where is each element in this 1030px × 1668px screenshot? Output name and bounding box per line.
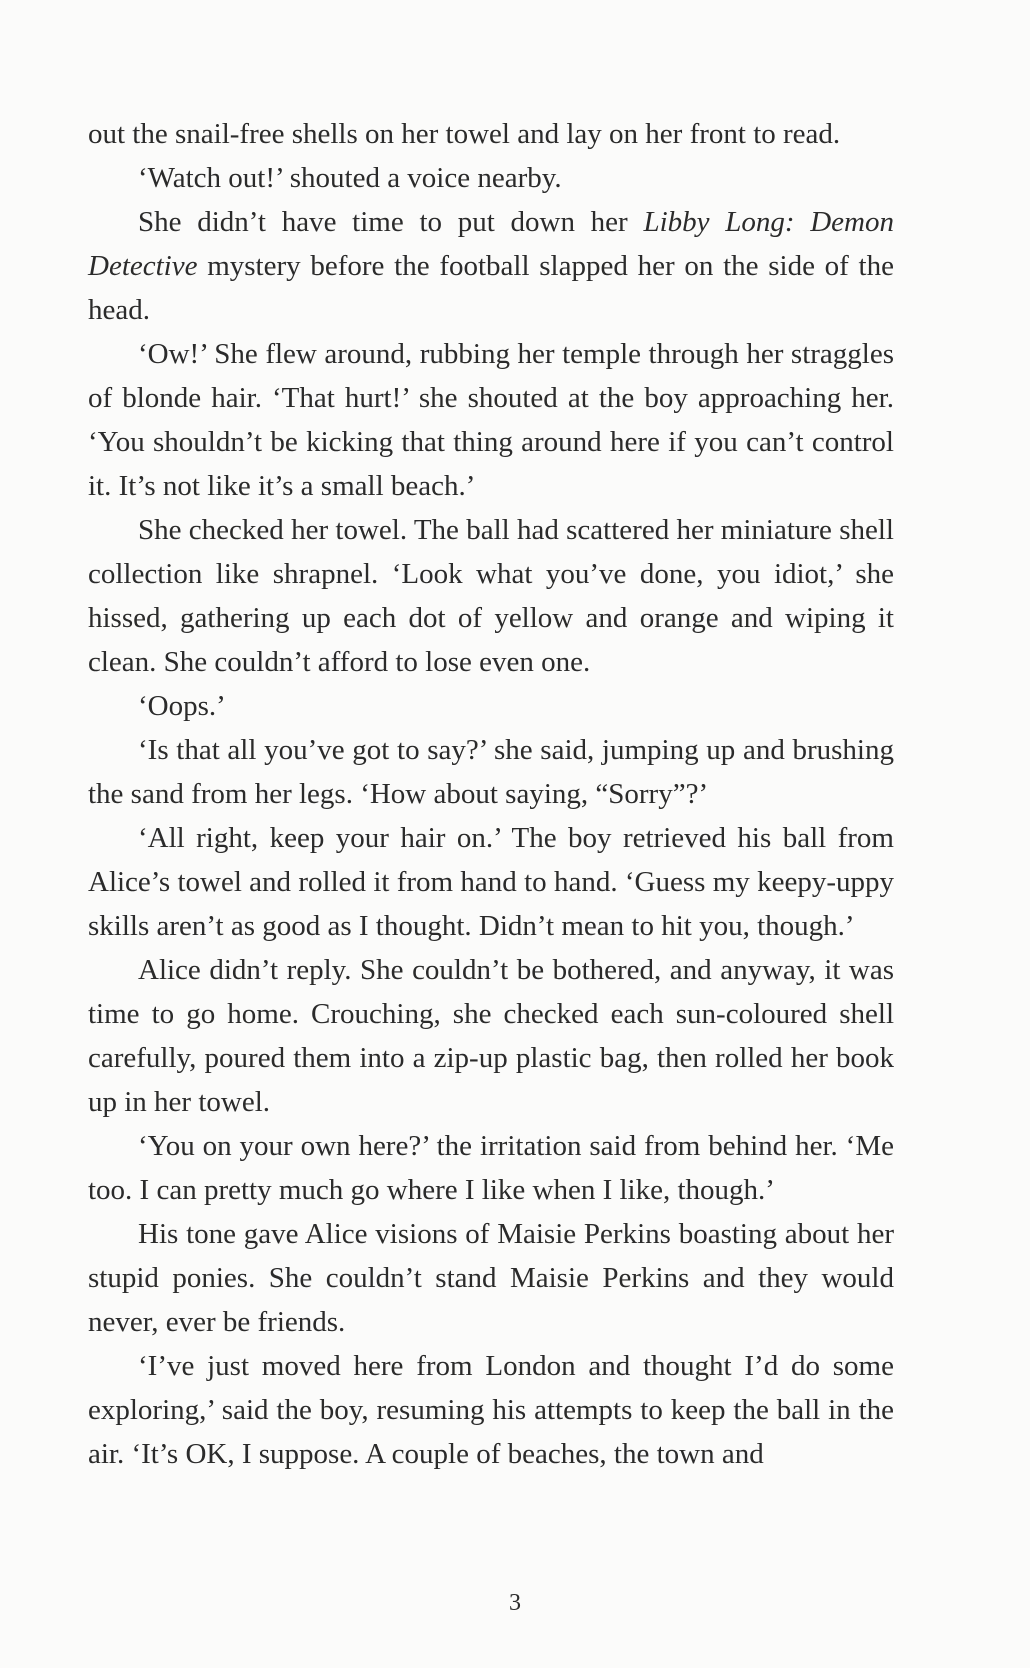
page-number: 3 [509,1590,521,1616]
paragraph: ‘You on your own here?’ the irritation said from behind her. ‘Me too. I can pretty much go where I like when I like, though.’ [88,1130,894,1206]
paragraph: ‘I’ve just moved here from London and thought I’d do some exploring,’ said the boy, resuming his attempts to keep the ball in the air. ‘It’s OK, I suppose. A couple of beaches, the town and [88,1350,894,1470]
paragraph: ‘Is that all you’ve got to say?’ she said, jumping up and brushing the sand from her legs. ‘How about saying, “Sorry”?’ [88,734,894,810]
paragraph: ‘Watch out!’ shouted a voice nearby. [138,162,562,194]
paragraph: ‘Ow!’ She flew around, rubbing her temple through her straggles of blonde hair. ‘That hurt!’ she shouted at the boy approaching her. ‘You shouldn’t be kicking that thing around here if you can’t control it. It’s not like it’s a small beach.’ [88,338,894,502]
paragraph-text: mystery before the football slapped her on the side of the head. [88,250,894,326]
paragraph: Alice didn’t reply. She couldn’t be bothered, and anyway, it was time to go home. Crouching, she checked each sun-coloured shell carefully, poured them into a zip-up plastic bag, then rolled her book up in her towel. [88,954,894,1118]
paragraph-text: She didn’t have time to put down her [138,206,644,238]
paragraph: ‘Oops.’ [138,690,226,722]
body-text [88,112,894,1476]
paragraph [88,200,894,332]
paragraph: ‘All right, keep your hair on.’ The boy retrieved his ball from Alice’s towel and rolled it from hand to hand. ‘Guess my keepy-uppy skills aren’t as good as I thought. Didn’t mean to hit you, though.’ [88,822,894,942]
paragraph: out the snail-free shells on her towel and lay on her front to read. [88,118,841,150]
paragraph: She checked her towel. The ball had scattered her miniature shell collection like shrapnel. ‘Look what you’ve done, you idiot,’ she hissed, gathering up each dot of yellow and orange and wiping it clean. She couldn’t afford to lose even one. [88,514,894,678]
paragraph: His tone gave Alice visions of Maisie Perkins boasting about her stupid ponies. She couldn’t stand Maisie Perkins and they would never, ever be friends. [88,1218,894,1338]
book-title: Libby Long: Demon Detective [88,206,894,282]
